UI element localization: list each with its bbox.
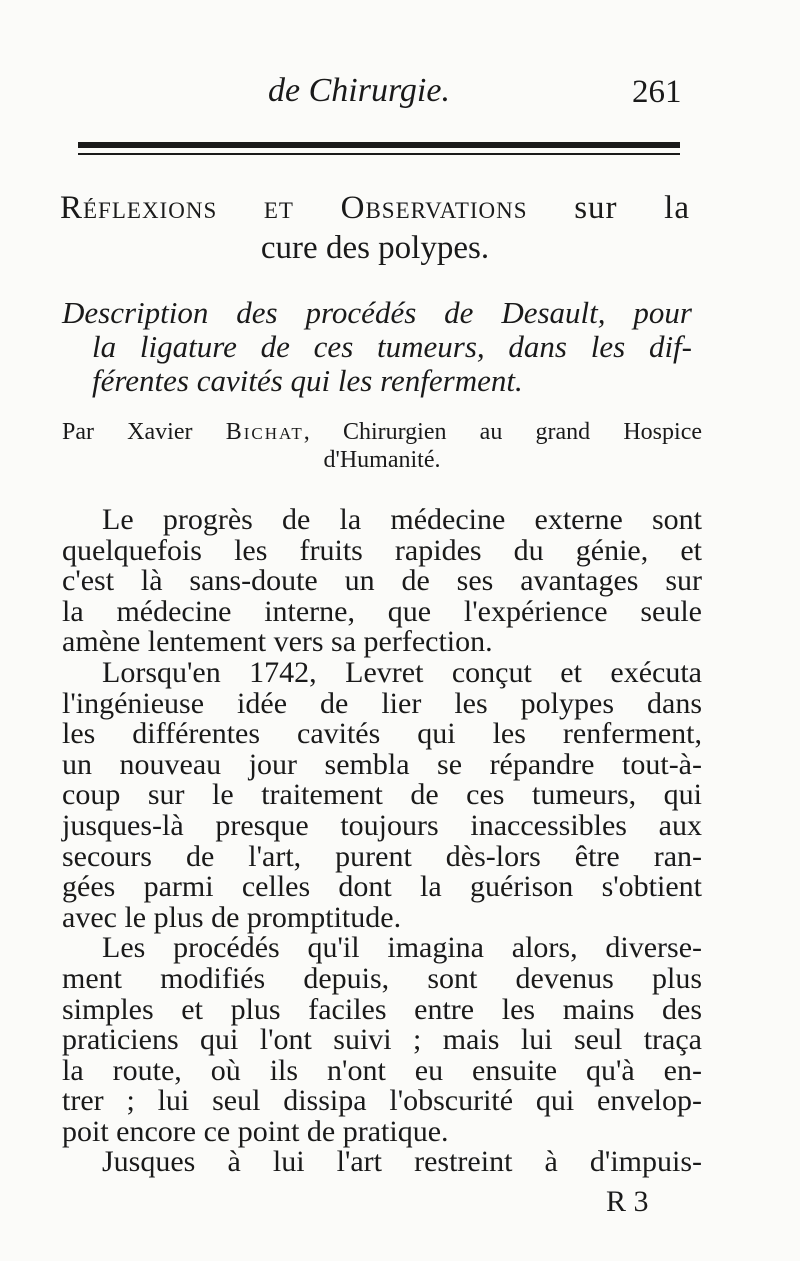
- text-line: les différentes cavités qui les renferment,: [62, 717, 702, 751]
- text-line: quelquefois les fruits rapides du génie, et: [62, 533, 702, 567]
- text-line: Lorsqu'en 1742, Levret conçut et exécuta: [102, 655, 702, 689]
- subheading-line: la ligature de ces tumeurs, dans les dif-: [92, 329, 692, 364]
- author-line2: d'Humanité.: [323, 447, 441, 473]
- text-line: ment modifiés depuis, sont devenus plus: [62, 961, 702, 995]
- heading-line2: cure des polypes.: [260, 230, 490, 266]
- text-line: avec le plus de promptitude.: [62, 900, 402, 934]
- text-line: secours de l'art, purent dès-lors être ran-: [62, 839, 702, 873]
- text-line: gées parmi celles dont la guérison s'obtient: [62, 870, 702, 904]
- text-line: la médecine interne, que l'expérience seule: [62, 594, 702, 628]
- header-rule-thick: [78, 142, 680, 148]
- author-suffix: , Chirurgien au grand Hospice: [303, 419, 702, 445]
- text-line: trer ; lui seul dissipa l'obscurité qui envelop-: [62, 1084, 702, 1118]
- text-line: jusques-là presque toujours inaccessibles aux: [62, 808, 702, 842]
- author-prefix: Par Xavier: [62, 419, 193, 445]
- text-line: c'est là sans-doute un de ses avantages sur: [62, 564, 702, 598]
- text-line: Le progrès de la médecine externe sont: [102, 503, 702, 536]
- author-line: [62, 418, 702, 474]
- text-line: praticiens qui l'ont suivi ; mais lui seul traça: [62, 1023, 702, 1057]
- header-rule-thin: [78, 153, 680, 155]
- author-name: Bichat: [225, 419, 304, 445]
- signature-mark: R 3: [606, 1185, 649, 1218]
- page-number: 261: [632, 74, 682, 110]
- text-line: poit encore ce point de pratique.: [62, 1114, 449, 1148]
- text-line: l'ingénieuse idée de lier les polypes dans: [62, 686, 702, 720]
- subheading: [62, 296, 692, 398]
- text-line: la route, où ils n'ont eu ensuite qu'à en-: [62, 1053, 702, 1087]
- text-line: Jusques à lui l'art restreint à d'impuis-: [102, 1145, 702, 1179]
- chapter-heading: [60, 188, 690, 268]
- subheading-line: férentes cavités qui les renferment.: [92, 363, 523, 398]
- text-line: simples et plus faciles entre les mains des: [62, 992, 702, 1026]
- heading-line1-end: sur la: [574, 190, 690, 226]
- text-line: coup sur le traitement de ces tumeurs, qui: [62, 778, 702, 812]
- subheading-line: Description des procédés de Desault, pour: [62, 295, 692, 330]
- text-line: un nouveau jour sembla se répandre tout-à-: [62, 747, 702, 781]
- running-head: [0, 72, 800, 122]
- running-title: de Chirurgie.: [268, 72, 450, 109]
- text-line: Les procédés qu'il imagina alors, diverse-: [102, 931, 702, 965]
- body-text: [62, 505, 702, 1178]
- heading-line1-main: Réflexions et Observations: [60, 190, 528, 226]
- text-line: amène lentement vers sa perfection.: [62, 625, 493, 659]
